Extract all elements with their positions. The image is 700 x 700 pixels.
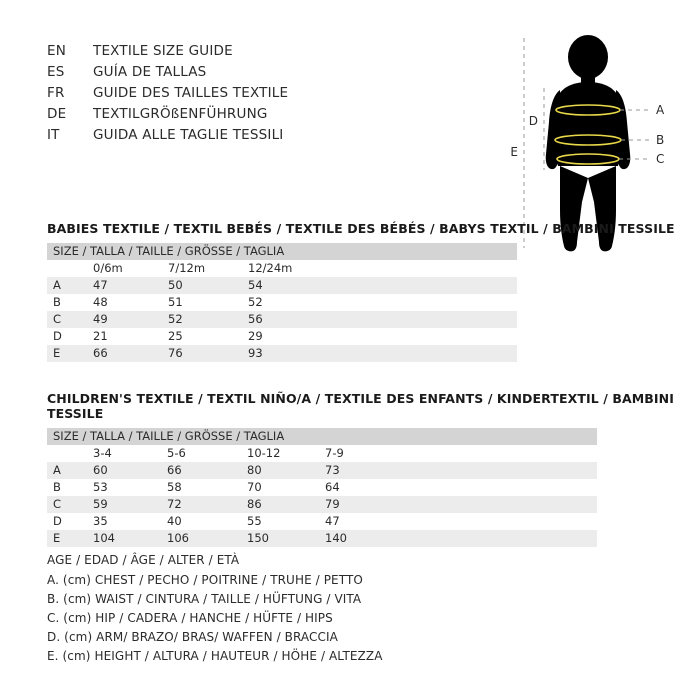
cell-value: 48 bbox=[87, 294, 162, 311]
row-label: C bbox=[47, 496, 87, 513]
language-code: EN bbox=[47, 43, 67, 59]
figure-label-d: D bbox=[528, 114, 538, 128]
cell-value: 66 bbox=[87, 345, 162, 362]
cell-value: 51 bbox=[162, 294, 242, 311]
cell-value: 70 bbox=[241, 479, 319, 496]
language-code: IT bbox=[47, 127, 60, 143]
row-label: C bbox=[47, 311, 87, 328]
figure-label-e: E bbox=[510, 145, 518, 159]
language-code: ES bbox=[47, 64, 65, 80]
cell-value: 79 bbox=[319, 496, 597, 513]
table-row bbox=[47, 328, 517, 345]
language-code: FR bbox=[47, 85, 65, 101]
table-row bbox=[47, 462, 597, 479]
legend-block bbox=[47, 553, 383, 668]
language-row bbox=[47, 127, 517, 148]
table-row bbox=[47, 277, 517, 294]
legend-item: A. (cm) CHEST / PECHO / POITRINE / TRUHE / PETTO bbox=[47, 573, 363, 587]
cell-value: 106 bbox=[161, 530, 241, 547]
cell-value: 29 bbox=[242, 328, 517, 345]
table-row-columns bbox=[47, 260, 517, 277]
cell-value: 49 bbox=[87, 311, 162, 328]
legend-item: E. (cm) HEIGHT / ALTURA / HAUTEUR / HÖHE / ALTEZZA bbox=[47, 649, 383, 663]
children-table-title: CHILDREN'S TEXTILE / TEXTIL NIÑO/A / TEXTILE DES ENFANTS / KINDERTEXTIL / BAMBINI TESSILE bbox=[47, 391, 674, 421]
table-row-size-header bbox=[47, 243, 517, 260]
cell-value: 72 bbox=[161, 496, 241, 513]
cell-value: 76 bbox=[162, 345, 242, 362]
cell-value: 73 bbox=[319, 462, 597, 479]
cell-value: 47 bbox=[87, 277, 162, 294]
cell-value: 104 bbox=[87, 530, 161, 547]
cell-value: 56 bbox=[242, 311, 517, 328]
language-row bbox=[47, 43, 517, 64]
language-text: GUIDE DES TAILLES TEXTILE bbox=[93, 85, 289, 101]
language-row bbox=[47, 85, 517, 106]
babies-col-2: 12/24m bbox=[242, 260, 517, 277]
figure-label-a: A bbox=[656, 103, 665, 117]
language-code: DE bbox=[47, 106, 67, 122]
cell-value: 40 bbox=[161, 513, 241, 530]
table-row-columns bbox=[47, 445, 597, 462]
row-label: A bbox=[47, 277, 87, 294]
cell-value: 52 bbox=[162, 311, 242, 328]
cell-value: 50 bbox=[162, 277, 242, 294]
legend-item: C. (cm) HIP / CADERA / HANCHE / HÜFTE / HIPS bbox=[47, 611, 333, 625]
legend-item: D. (cm) ARM/ BRAZO/ BRAS/ WAFFEN / BRACCIA bbox=[47, 630, 338, 644]
children-size-header: SIZE / TALLA / TAILLE / GRÖSSE / TAGLIA bbox=[47, 428, 597, 445]
figure-label-b: B bbox=[656, 133, 665, 147]
cell-value: 52 bbox=[242, 294, 517, 311]
cell-value: 35 bbox=[87, 513, 161, 530]
table-row bbox=[47, 311, 517, 328]
children-table-section bbox=[47, 391, 700, 547]
babies-table-section bbox=[47, 221, 675, 362]
children-col-1: 5-6 bbox=[161, 445, 241, 462]
table-row bbox=[47, 513, 597, 530]
row-label: B bbox=[47, 294, 87, 311]
language-text: TEXTILE SIZE GUIDE bbox=[93, 43, 233, 59]
table-row bbox=[47, 530, 597, 547]
cell-value: 80 bbox=[241, 462, 319, 479]
row-label: A bbox=[47, 462, 87, 479]
cell-value: 59 bbox=[87, 496, 161, 513]
table-row bbox=[47, 294, 517, 311]
language-text: GUIDA ALLE TAGLIE TESSILI bbox=[93, 127, 284, 143]
row-label: E bbox=[47, 345, 87, 362]
legend-item: B. (cm) WAIST / CINTURA / TAILLE / HÜFTUNG / VITA bbox=[47, 592, 362, 606]
row-label: E bbox=[47, 530, 87, 547]
cell-value: 47 bbox=[319, 513, 597, 530]
cell-value: 140 bbox=[319, 530, 597, 547]
babies-col-0: 0/6m bbox=[87, 260, 162, 277]
row-label: D bbox=[47, 328, 87, 345]
cell-value: 150 bbox=[241, 530, 319, 547]
figure-label-c: C bbox=[656, 152, 665, 166]
cell-value: 58 bbox=[161, 479, 241, 496]
language-text: TEXTILGRÖßENFÜHRUNG bbox=[93, 106, 268, 122]
row-label: B bbox=[47, 479, 87, 496]
cell-value: 53 bbox=[87, 479, 161, 496]
cell-value: 55 bbox=[241, 513, 319, 530]
cell-value: 60 bbox=[87, 462, 161, 479]
children-col-2: 10-12 bbox=[241, 445, 319, 462]
cell-value: 66 bbox=[161, 462, 241, 479]
children-col-0: 3-4 bbox=[87, 445, 161, 462]
babies-size-header: SIZE / TALLA / TAILLE / GRÖSSE / TAGLIA bbox=[47, 243, 517, 260]
cell-empty bbox=[47, 260, 87, 277]
cell-value: 93 bbox=[242, 345, 517, 362]
cell-value: 54 bbox=[242, 277, 517, 294]
cell-value: 21 bbox=[87, 328, 162, 345]
table-row-size-header bbox=[47, 428, 597, 445]
row-label: D bbox=[47, 513, 87, 530]
language-row bbox=[47, 64, 517, 85]
babies-table-title: BABIES TEXTILE / TEXTIL BEBÉS / TEXTILE DES BÉBÉS / BABYS TEXTIL / BAMBINI TESSILE bbox=[47, 221, 675, 236]
babies-size-table bbox=[47, 243, 517, 362]
cell-value: 86 bbox=[241, 496, 319, 513]
table-row bbox=[47, 496, 597, 513]
babies-col-1: 7/12m bbox=[162, 260, 242, 277]
body-silhouette bbox=[546, 35, 631, 251]
language-text: GUÍA DE TALLAS bbox=[93, 64, 207, 80]
children-col-3: 7-9 bbox=[319, 445, 597, 462]
cell-value: 64 bbox=[319, 479, 597, 496]
cell-empty bbox=[47, 445, 87, 462]
table-row bbox=[47, 479, 597, 496]
cell-value: 25 bbox=[162, 328, 242, 345]
language-header-block bbox=[47, 43, 517, 148]
table-row bbox=[47, 345, 517, 362]
language-row bbox=[47, 106, 517, 127]
legend-title: AGE / EDAD / ÂGE / ALTER / ETÀ bbox=[47, 553, 240, 567]
children-size-table bbox=[47, 428, 597, 547]
